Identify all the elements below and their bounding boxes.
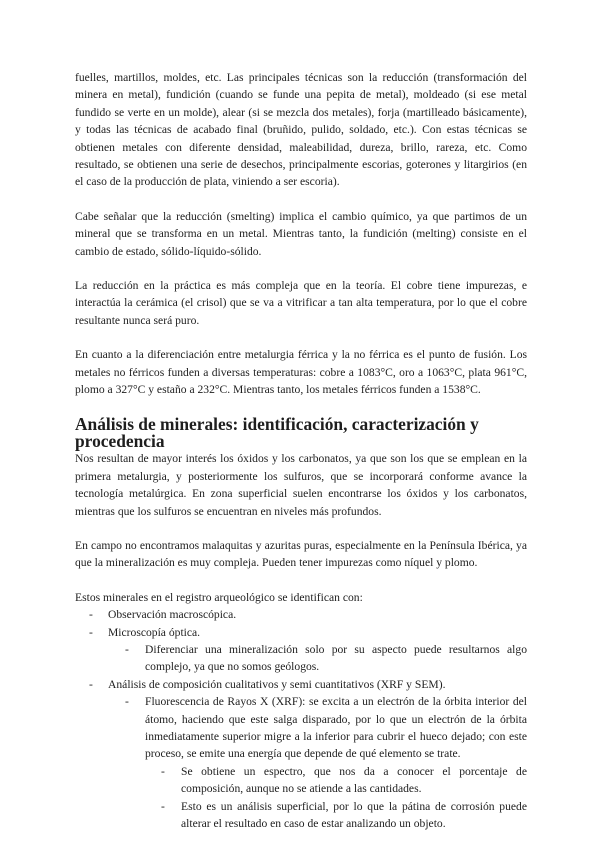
list-item [75,798,527,833]
bullet-dash: - [125,642,129,656]
paragraph-identification-intro: Estos minerales en el registro arqueológico se identifican con: [75,590,363,604]
identification-list [75,606,527,832]
list-item-text: Observación macroscópica. [108,608,237,622]
list-item-text: Se obtiene un espectro, que nos da a conocer el porcentaje de composición, aunque no se atiende a las cantidades. [181,764,527,796]
bullet-dash: - [125,695,129,709]
paragraph-field-minerals: En campo no encontramos malaquitas y azuritas puras, especialmente en la Península Ibérica, ya que la mineralización es muy compleja. Pueden tener impurezas como níquel y plomo. [75,538,527,570]
list-item-text: Diferenciar una mineralización solo por su aspecto puede resultarnos algo complejo, ya que no somos geólogos. [145,642,527,674]
list-item [75,641,527,676]
list-item [75,606,527,623]
list-item-text: Microscopía óptica. [108,625,201,639]
section-heading: Análisis de minerales: identificación, caracterización y procedencia [75,413,479,451]
list-item [75,693,527,763]
list-item-text: Fluorescencia de Rayos X (XRF): se excita a un electrón de la órbita interior del átomo, haciendo que este salga disparado, por lo que un electrón de la órbita inmediatamente superior migre a la inferior para cubrir el hueco dejado; con este proceso, se emite una energía que depende de qué elemento se trate. [145,695,527,761]
bullet-dash: - [89,608,93,622]
paragraph-melting-points: En cuanto a la diferenciación entre metalurgia férrica y la no férrica es el punto de fusión. Los metales no férricos funden a diversas temperaturas: cobre a 1083°C, oro a 1063°C, plata 961°C, plomo a 327°C y estaño a 232°C. Mientras tanto, los metales férricos funden a 1538°C. [75,348,527,397]
paragraph-smelting-melting: Cabe señalar que la reducción (smelting) implica el cambio químico, ya que partimos de un mineral que se transforma en un metal. Mientras tanto, la fundición (melting) consiste en el cambio de estado, sólido-líquido-sólido. [75,209,527,258]
list-item [75,676,527,693]
page-content [75,69,527,832]
list-item [75,763,527,798]
bullet-dash: - [161,764,165,778]
paragraph-techniques: fuelles, martillos, moldes, etc. Las principales técnicas son la reducción (transformación del minera en metal), fundición (cuando se funde una pepita de metal), moldeado (si ese metal fundido se verte en un molde), alear (si se mezcla dos metales), forja (martilleado básicamente), y todas las técnicas de acabado final (bruñido, pulido, soldado, etc.). Con estas técnicas se obtienen metales con diferente densidad, maleabilidad, dureza, brillo, rareza, etc. Como resultado, se obtienen una serie de desechos, principalmente escorias, goterones y litargirios (en el caso de la producción de plata, viniendo a ser escoria). [75,71,527,189]
list-item [75,624,527,641]
list-item-text: Análisis de composición cualitativos y semi cuantitativos (XRF y SEM). [108,677,446,691]
bullet-dash: - [89,677,93,691]
paragraph-oxides-carbonates: Nos resultan de mayor interés los óxidos y los carbonatos, ya que son los que se emplean en la primera metalurgia, y posteriormente los sulfuros, que se incorporará conforme avance la tecnología metalúrgica. En zona superficial suelen encontrarse los óxidos y los carbonatos, mientras que los sulfuros se encuentran en niveles más profundos. [75,452,527,518]
bullet-dash: - [89,625,93,639]
paragraph-reduction-practice: La reducción en la práctica es más compleja que en la teoría. El cobre tiene impurezas, e interactúa la cerámica (el crisol) que se va a vitrificar a tan alta temperatura, por lo que el cobre resultante nunca será puro. [75,279,527,327]
bullet-dash: - [161,799,165,813]
list-item-text: Esto es un análisis superficial, por lo que la pátina de corrosión puede alterar el resultado en caso de estar analizando un objeto. [181,799,527,831]
